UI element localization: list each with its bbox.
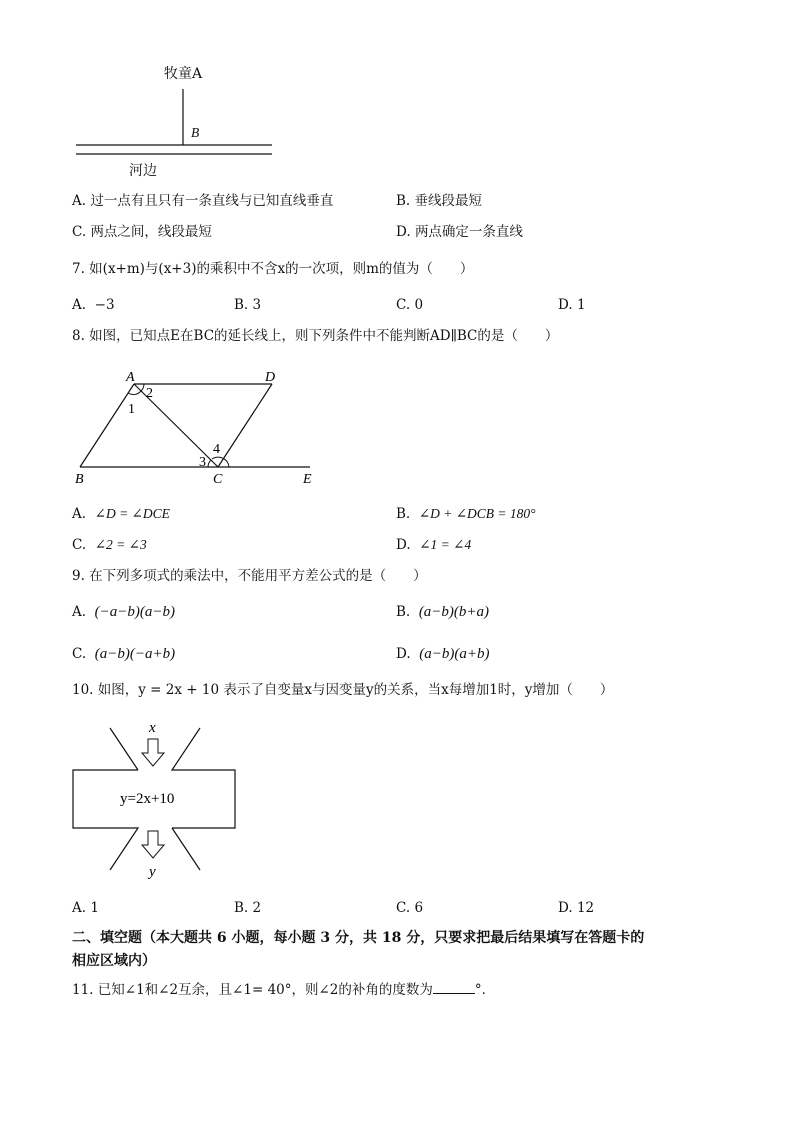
label-b: B	[75, 472, 84, 487]
q10-stem: 10. 如图，y = 2x + 10 表示了自变量x与因变量y的关系，当x每增加1时，y增加（ ）	[72, 682, 614, 698]
label-angle-1: 1	[128, 402, 135, 417]
q7-option-c[interactable]: C. 0	[396, 297, 424, 313]
input-arrow-icon	[142, 739, 164, 766]
q11-stem	[72, 981, 495, 999]
formula-label: y=2x+10	[120, 791, 175, 807]
q6-option-d[interactable]: D. 两点确定一条直线	[396, 224, 523, 240]
label-angle-3: 3	[199, 455, 206, 470]
output-y-label: y	[149, 864, 156, 880]
q8-option-d[interactable]: D. ∠1 = ∠4	[396, 537, 472, 553]
q10-option-a[interactable]: A. 1	[72, 900, 99, 916]
q10-option-c[interactable]: C. 6	[396, 900, 424, 916]
q7-stem: 7. 如(x+m)与(x+3)的乘积中不含x的一次项，则m的值为（ ）	[72, 261, 474, 277]
section-2-heading-line1: 二、填空题（本大题共 6 小题，每小题 3 分，共 18 分，只要求把最后结果填写在答题卡的	[72, 930, 645, 946]
angle-arc-3	[208, 460, 211, 467]
q7-option-b[interactable]: B. 3	[234, 297, 262, 313]
label-c: C	[213, 472, 223, 487]
label-angle-2: 2	[146, 386, 153, 401]
q8-parallelogram-figure	[70, 365, 330, 490]
q8-option-c[interactable]: C. ∠2 = ∠3	[72, 537, 147, 553]
q9-option-c[interactable]: C. (a−b)(−a+b)	[72, 646, 176, 662]
angle-arc-2	[141, 384, 144, 391]
q7-option-a[interactable]: A. −3	[72, 297, 115, 313]
section-2-heading-line2: 相应区域内）	[72, 953, 156, 969]
label-angle-4: 4	[213, 442, 220, 457]
q6-option-b[interactable]: B. 垂线段最短	[396, 193, 483, 209]
q8-option-b[interactable]: B. ∠D + ∠DCB = 180°	[396, 506, 536, 522]
q9-stem: 9. 在下列多项式的乘法中，不能用平方差公式的是（ ）	[72, 568, 427, 584]
q8-stem: 8. 如图，已知点E在BC的延长线上，则下列条件中不能判断AD∥BC的是（ ）	[72, 328, 559, 344]
q9-option-a[interactable]: A. (−a−b)(a−b)	[72, 604, 175, 620]
q11-suffix: °．	[474, 982, 496, 998]
label-riverside: 河边	[129, 163, 157, 179]
q10-option-d[interactable]: D. 12	[558, 900, 595, 916]
label-e: E	[303, 472, 312, 487]
segment-dc	[218, 384, 272, 467]
q10-option-b[interactable]: B. 2	[234, 900, 262, 916]
q6-option-c[interactable]: C. 两点之间，线段最短	[72, 224, 212, 240]
q10-function-machine-figure	[70, 715, 240, 885]
label-d: D	[265, 370, 276, 385]
input-x-label: x	[149, 720, 156, 736]
label-a: A	[126, 370, 135, 385]
output-arrow-icon	[142, 831, 164, 858]
label-herder-a: 牧童A	[164, 66, 203, 82]
q6-option-a[interactable]: A. 过一点有且只有一条直线与已知直线垂直	[72, 193, 334, 209]
q8-option-a[interactable]: A. ∠D = ∠DCE	[72, 506, 170, 522]
segment-ab	[80, 384, 134, 467]
q9-option-b[interactable]: B. (a−b)(b+a)	[396, 604, 490, 620]
angle-arc-1	[128, 391, 141, 395]
q11-answer-blank[interactable]	[433, 981, 475, 994]
q9-option-d[interactable]: D. (a−b)(a+b)	[396, 646, 490, 662]
q11-text: 11. 已知∠1和∠2互余，且∠1= 40°，则∠2的补角的度数为	[72, 982, 433, 998]
label-point-b: B	[191, 125, 200, 140]
q7-option-d[interactable]: D. 1	[558, 297, 586, 313]
